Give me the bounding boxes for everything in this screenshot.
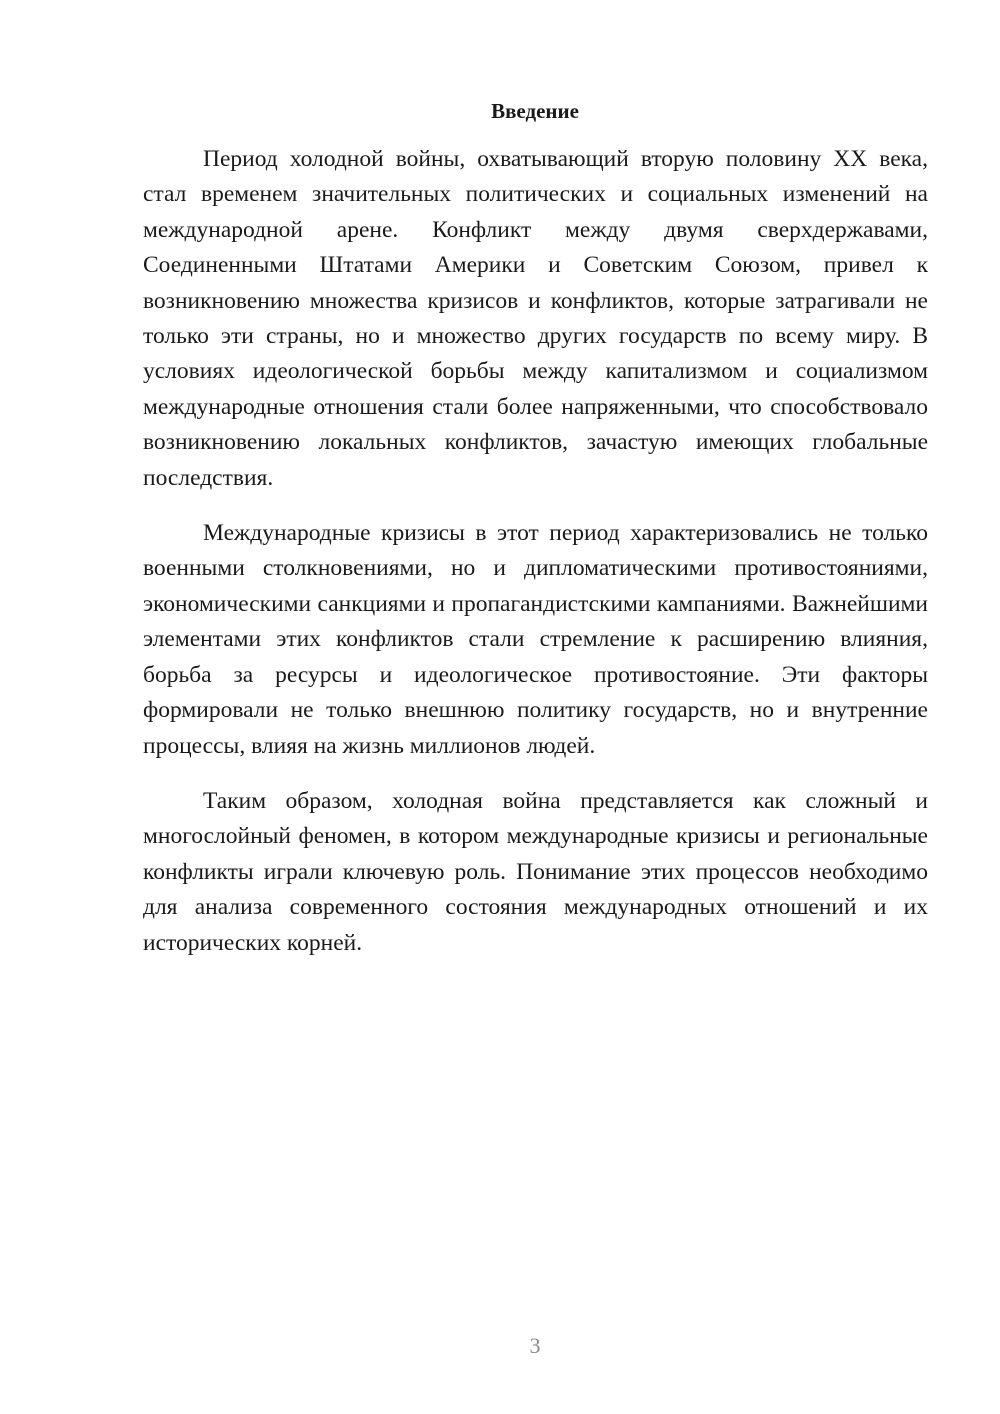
section-title: Введение [491, 99, 579, 123]
document-body [143, 142, 928, 981]
paragraph-3: Таким образом, холодная война представляется как сложный и многослойный феномен, в котором международные кризисы и региональные конфликты играли ключевую роль. Понимание этих процессов необходимо для анализа современного состояния международных отношений и их исторических корней. [143, 787, 928, 956]
page-number: 3 [529, 1333, 541, 1358]
paragraph-1: Период холодной войны, охватывающий вторую половину XX века, стал временем значительных политических и социальных изменений на международной арене. Конфликт между двумя сверхдержавами, Соединенными Штатами Америки и Советским Союзом, привел к возникновению множества кризисов и конфликтов, которые затрагивали не только эти страны, но и множество других государств по всему миру. В условиях идеологической борьбы между капитализмом и социализмом международные отношения стали более напряженными, что способствовало возникновению локальных конфликтов, зачастую имеющих глобальные последствия. [143, 146, 928, 491]
paragraph-2: Международные кризисы в этот период характеризовались не только военными столкновениями, но и дипломатическими противостояниями, экономическими санкциями и пропагандистскими кампаниями. Важнейшими элементами этих конфликтов стали стремление к расширению влияния, борьба за ресурсы и идеологическое противостояние. Эти факторы формировали не только внешнюю политику государств, но и внутренние процессы, влияя на жизнь миллионов людей. [143, 520, 928, 759]
